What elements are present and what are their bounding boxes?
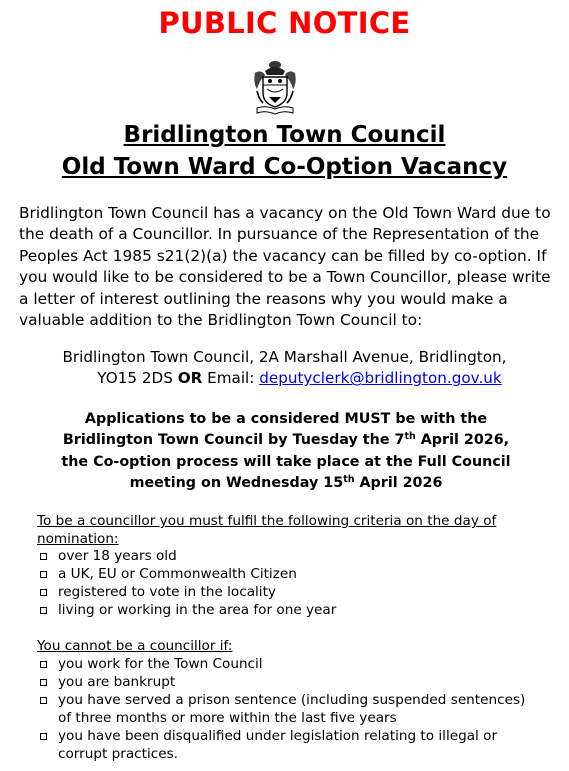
address-contact-line	[0, 368, 569, 389]
council-name-heading: Bridlington Town Council	[123, 122, 446, 148]
criteria-heading: To be a councillor you must fulfil the following criteria on the day of nomination:	[37, 513, 497, 547]
list-item-text: you work for the Town Council	[58, 656, 263, 672]
list-item-text: living or working in the area for one year	[58, 602, 337, 618]
intro-paragraph: Bridlington Town Council has a vacancy on the Old Town Ward due to the death of a Councillor. In pursuance of the Representation of the Peoples Act 1985 s21(2)(a) the vacancy can be filled by co-option. If you would like to be considered to be a Town Councillor, please write a letter of interest outlining the reasons why you would make a valuable addition to the Bridlington Town Council to:	[19, 204, 551, 330]
meeting-month-text: April 2026	[354, 475, 443, 492]
list-item	[37, 673, 537, 691]
email-link[interactable]: deputyclerk@bridlington.gov.uk	[259, 369, 502, 388]
or-text: OR	[177, 369, 203, 388]
list-item-text: over 18 years old	[58, 548, 177, 564]
public-notice-title: PUBLIC NOTICE	[158, 6, 411, 40]
ordinal-suffix: th	[404, 431, 416, 443]
list-item	[37, 691, 537, 727]
checkbox-bullet-icon	[40, 571, 47, 578]
list-item-text: registered to vote in the locality	[58, 584, 276, 600]
council-crest-icon	[251, 59, 299, 115]
criteria-list	[37, 547, 517, 619]
disqualification-heading: You cannot be a councillor if:	[37, 638, 233, 654]
deadline-line-3: the Co-option process will take place at the Full Council	[61, 453, 511, 470]
deadline-month-text: April 2026,	[415, 432, 510, 449]
deadline-date-text: Bridlington Town Council by Tuesday the 7	[62, 432, 405, 449]
list-item-text: a UK, EU or Commonwealth Citizen	[58, 566, 297, 582]
list-item-text: you are bankrupt	[58, 674, 176, 690]
list-item	[37, 727, 537, 763]
deadline-block	[20, 409, 552, 495]
checkbox-bullet-icon	[40, 661, 47, 668]
disqualification-list	[37, 655, 537, 763]
checkbox-bullet-icon	[40, 607, 47, 614]
address-block	[0, 347, 569, 390]
checkbox-bullet-icon	[40, 697, 47, 704]
email-label: Email:	[202, 369, 260, 388]
checkbox-bullet-icon	[40, 679, 47, 686]
checkbox-bullet-icon	[40, 733, 47, 740]
list-item-text: you have served a prison sentence (including suspended sentences) of three months or more within the last five years	[58, 692, 526, 726]
postcode: YO15 2DS	[97, 369, 178, 388]
deadline-line-4	[20, 473, 552, 494]
deadline-line-1: Applications to be a considered MUST be with the	[84, 411, 488, 427]
meeting-date-text: meeting on Wednesday 15	[129, 475, 344, 492]
checkbox-bullet-icon	[40, 553, 47, 560]
checkbox-bullet-icon	[40, 589, 47, 596]
address-line: Bridlington Town Council, 2A Marshall Avenue, Bridlington,	[62, 348, 507, 366]
ordinal-suffix: th	[343, 474, 355, 486]
list-item	[37, 601, 517, 619]
vacancy-heading: Old Town Ward Co-Option Vacancy	[61, 154, 508, 180]
list-item	[37, 655, 537, 673]
list-item	[37, 583, 517, 601]
deadline-line-2	[20, 430, 552, 451]
list-item	[37, 565, 517, 583]
list-item	[37, 547, 517, 565]
list-item-text: you have been disqualified under legislation relating to illegal or corrupt practices.	[58, 728, 498, 762]
